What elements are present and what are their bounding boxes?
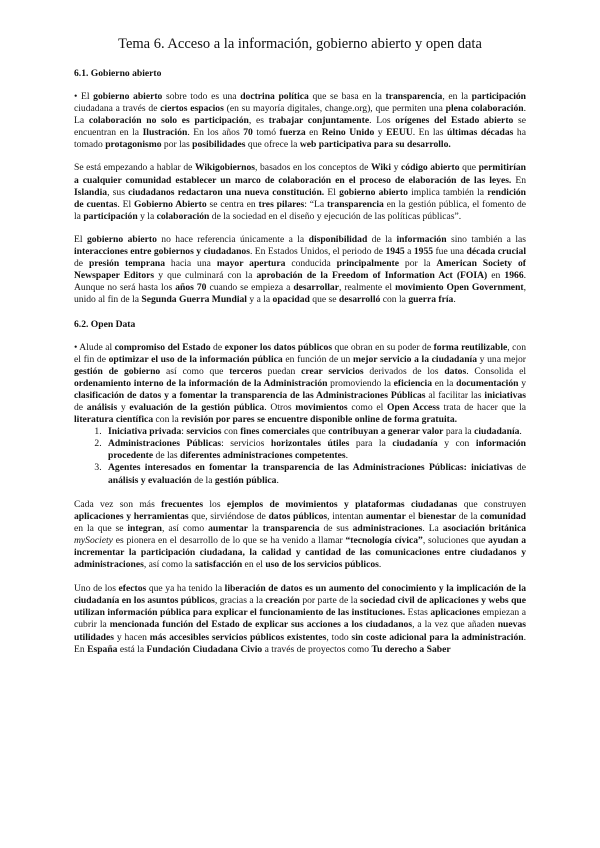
text-run: . La	[74, 103, 526, 127]
bold-text: trabajar conjuntamente	[268, 115, 370, 127]
text-run: y hacen	[114, 631, 150, 643]
text-run: .	[276, 474, 279, 486]
text-run: sobre todo es una	[162, 91, 241, 102]
bold-text: Ilustración	[142, 127, 188, 139]
bold-text: mejor servicio a la ciudadanía	[353, 353, 477, 365]
bold-text: código abierto	[401, 162, 460, 174]
text-run: . En las	[412, 127, 447, 139]
bold-text: doctrina política	[240, 91, 309, 102]
text-run: cuando se empieza a	[206, 282, 294, 294]
bold-text: satisfacción	[194, 559, 243, 571]
bold-text: posibilidades	[192, 139, 246, 151]
bold-text: Tu derecho a Saber	[371, 643, 451, 655]
bold-text: clasificación de datos y a fomentar la transparencia de las Administraciones Públicas	[74, 389, 426, 401]
text-run: de la	[191, 474, 215, 486]
text-run: que ya ha tenido la	[146, 583, 225, 595]
bold-text: ayudan a incrementar la participación ciudadana, la calidad y cantidad de las comunicaciones entre ciudadanos y administraciones	[74, 534, 527, 571]
text-run: que ofrece la	[245, 139, 300, 151]
bold-text: diferentes administraciones competentes	[180, 450, 346, 462]
text-run: que se	[309, 294, 339, 306]
text-run: de	[74, 401, 87, 413]
bold-text: comunidad	[480, 510, 526, 522]
bold-text: web participativa para su desarrollo.	[299, 139, 451, 151]
text-run: y que culminará con la	[154, 270, 257, 282]
text-run: de	[74, 258, 89, 270]
text-run: . La	[422, 522, 443, 534]
bold-text: fines comerciales	[240, 426, 310, 438]
text-run: . En los años	[187, 127, 244, 139]
bold-text: información procedente	[108, 438, 526, 462]
bold-text: creación	[265, 595, 300, 607]
bold-text: protagonismo	[105, 139, 162, 151]
bold-text: eficiencia	[393, 377, 433, 389]
bold-text: ejemplos de movimientos y plataformas ciudadanas	[226, 498, 458, 510]
text-run: y una mejor	[477, 353, 527, 365]
text-run: en la gestión pública, el fomento de la	[74, 198, 527, 222]
bold-text: gobierno abierto	[86, 233, 157, 245]
text-run: . Otros	[264, 401, 296, 413]
list-item	[104, 462, 526, 486]
bold-text: EEUU	[386, 127, 413, 139]
text-run: . Aunque no será hasta los	[74, 270, 527, 294]
bold-text: Wikigobiernos	[194, 162, 256, 174]
bold-text: década crucial	[466, 246, 526, 258]
bold-text: terceros	[229, 365, 262, 377]
bold-text: mayor apertura	[216, 258, 286, 270]
bold-text: bienestar	[418, 510, 457, 522]
text-run: Estas	[405, 607, 431, 619]
text-run: • Alude al	[74, 341, 115, 353]
text-run: Uno de los	[74, 583, 119, 595]
text-run: En	[511, 174, 526, 186]
bold-text: presión temprana	[88, 258, 166, 270]
bold-text: exponer los datos públicos	[224, 341, 333, 353]
text-run: trata de hacer que la	[439, 401, 526, 413]
bold-text: Gobierno Abierto	[133, 198, 207, 210]
text-run: con la	[153, 414, 182, 426]
bold-text: orígenes del Estado abierto	[395, 115, 514, 127]
text-run: por parte de la	[299, 595, 361, 607]
text-run: .	[345, 450, 349, 462]
text-run: que construyen	[457, 498, 526, 510]
text-run: para la	[443, 426, 475, 438]
text-run: . En	[74, 631, 526, 655]
bold-text: rendición de cuentas	[74, 186, 527, 210]
bold-text: liberación de datos es un aumento del conocimiento y la implicación de la ciudadanía en los asuntos públicos	[74, 583, 526, 607]
text-run: por las	[161, 139, 193, 151]
bold-text: Administraciones Públicas	[108, 438, 222, 450]
bold-text: movimientos	[295, 401, 348, 413]
bold-text: integran	[127, 522, 163, 534]
text-run: puedan	[261, 365, 302, 377]
bold-text: forma reutilizable	[433, 341, 508, 353]
bold-text: 1966	[504, 270, 524, 282]
bold-text: tres pilares	[258, 198, 305, 210]
text-run: la	[248, 522, 263, 534]
bold-text: opacidad	[272, 294, 310, 306]
bold-text: Iniciativa privada	[108, 426, 182, 438]
bold-text: iniciativas	[471, 462, 513, 474]
bold-text: últimas décadas	[447, 127, 514, 139]
bold-text: aumentar	[365, 510, 406, 522]
bold-text: sin coste adicional para la administración	[351, 631, 524, 643]
text-run: se centra en	[206, 198, 259, 210]
bold-text: ciudadanos redactaron una nueva constitución.	[128, 186, 325, 198]
text-run: . Consolida el	[466, 365, 526, 377]
bold-text: sociedad civil de aplicaciones y webs que utilizan información pública para explicar el funcionamiento de las instituciones.	[74, 595, 527, 619]
text-run: de	[512, 462, 526, 474]
bold-text: transparencia	[385, 91, 443, 102]
bold-text: 1955	[413, 246, 434, 258]
text-run: así como que	[160, 365, 230, 377]
numbered-list	[74, 426, 526, 486]
bold-text: iniciativas	[484, 389, 526, 401]
bold-text: Reino Unido	[321, 127, 375, 139]
text-run: de la	[456, 510, 481, 522]
text-run: : servicios	[221, 438, 271, 450]
text-run: : “La	[304, 198, 327, 210]
text-run: , soluciones que	[422, 534, 489, 546]
text-run: empiezan a cubrir la	[74, 607, 526, 631]
bold-text: España	[87, 643, 118, 655]
text-run: en la	[432, 377, 457, 389]
text-run: , así como	[162, 522, 209, 534]
bold-text: interacciones entre gobiernos y ciudadanos	[74, 246, 250, 258]
text-run: .	[519, 426, 522, 438]
text-run: Se está empezando a hablar de	[74, 162, 195, 174]
text-run: que obran en su poder de	[332, 341, 434, 353]
text-run: , gracias a la	[214, 595, 266, 607]
text-run: conducida	[285, 258, 337, 270]
bold-text: horizontales útiles	[270, 438, 350, 450]
bold-text: Wiki	[370, 162, 392, 174]
bold-text: documentación	[456, 377, 519, 389]
bold-text: guerra fría	[408, 294, 454, 306]
bold-text: “tecnología cívica”	[345, 534, 423, 546]
text-run: implica también la	[407, 186, 488, 198]
text-run: y con	[437, 438, 476, 450]
text-run: en	[305, 127, 322, 139]
text-run: los	[203, 498, 227, 510]
bold-text: participación	[471, 91, 527, 102]
text-run: sino también a las	[446, 233, 526, 245]
text-run: el	[405, 510, 419, 522]
bold-text: asociación británica	[442, 522, 526, 534]
bold-text: uso de los servicios públicos	[265, 559, 379, 571]
bold-text: ordenamiento interno de la información de la Administración	[74, 377, 328, 389]
text-run: ha tomado	[74, 127, 526, 151]
bold-text: Islandia	[74, 186, 108, 198]
text-run: , realmente el	[338, 282, 396, 294]
bold-text: gestión de gobierno	[74, 365, 161, 377]
section-heading-open-data: 6.2. Open Data	[74, 318, 136, 330]
bold-text: nuevas utilidades	[74, 619, 526, 643]
bold-text: Agentes interesados en fomentar la transparencia de las Administraciones Públicas:	[108, 462, 467, 474]
section-heading-gobierno-abierto: 6.1. Gobierno abierto	[74, 68, 162, 79]
bold-text: ciertos espacios	[160, 103, 224, 115]
text-run: y	[117, 401, 130, 413]
paragraph	[74, 583, 526, 656]
bold-text: más accesibles servicios públicos existentes	[149, 631, 327, 643]
text-run: . Los	[369, 115, 396, 127]
bold-text: información	[396, 233, 447, 245]
bold-text: optimizar el uso de la información pública	[108, 353, 283, 365]
bold-text: gestión pública	[214, 474, 277, 486]
text-run: Cada vez son más	[74, 498, 162, 510]
bold-text: análisis y evaluación	[108, 474, 192, 486]
text-run: . En Estados Unidos, el periodo de	[249, 246, 386, 258]
bold-text: movimiento Open Government	[395, 282, 524, 294]
paragraph	[74, 91, 526, 151]
bold-text: gobierno abierto	[339, 186, 408, 198]
text-run: y	[391, 162, 402, 174]
bold-text: aplicaciones y herramientas	[74, 510, 189, 522]
page-title: Tema 6. Acceso a la información, gobierno abierto y open data	[118, 36, 482, 52]
text-run: , así como la	[143, 559, 195, 571]
bold-text: servicios	[186, 426, 222, 438]
bold-text: aprobación de la Freedom of Information Act (FOIA)	[256, 270, 488, 282]
text-run: en el	[242, 559, 266, 571]
text-run: que, sirviéndose de	[188, 510, 269, 522]
text-run: tomó	[252, 127, 280, 139]
text-run: , es	[248, 115, 269, 127]
text-run: El	[324, 186, 340, 198]
text-run: • El	[74, 91, 94, 102]
text-run: de sus	[319, 522, 353, 534]
text-run: que	[309, 426, 329, 438]
text-run: promoviendo la	[327, 377, 394, 389]
bold-text: literatura científica	[74, 414, 154, 426]
bold-text: plena colaboración	[445, 103, 524, 115]
text-run: en función de un	[282, 353, 354, 365]
paragraph	[74, 342, 526, 427]
text-run: de la sociedad en el diseño y ejecución de las políticas públicas”.	[209, 210, 462, 222]
text-run: con la	[380, 294, 409, 306]
bold-text: crear servicios	[301, 365, 364, 377]
text-run: El	[74, 233, 87, 245]
text-run: , intentan	[327, 510, 366, 522]
text-run: de la	[367, 233, 397, 245]
text-run: a	[404, 246, 414, 258]
text-run: (en su mayoría digitales, change.org), que permiten una	[223, 103, 446, 115]
bold-text: aplicaciones	[430, 607, 480, 619]
text-run: derivados de los	[363, 365, 445, 377]
bold-text: análisis	[86, 401, 118, 413]
text-run: con	[221, 426, 241, 438]
text-run: fue una	[433, 246, 467, 258]
list-item	[104, 438, 526, 462]
text-run: , unido al fin de la	[74, 282, 527, 306]
bold-text: años 70	[175, 282, 207, 294]
text-run: no hace referencia únicamente a la	[156, 233, 309, 245]
text-run: , basados en los conceptos de	[255, 162, 371, 174]
list-item	[104, 426, 526, 438]
text-run: , con el fin de	[74, 341, 527, 365]
bold-text: contribuyan a generar valor	[328, 426, 444, 438]
text-run: de las	[153, 450, 181, 462]
text-run: .	[453, 294, 456, 306]
text-run: y	[518, 377, 526, 389]
bold-text: evaluación de la gestión pública	[129, 401, 265, 413]
bold-text: revisión por pares se encuentre disponible online de forma gratuita.	[181, 414, 458, 426]
text-run: .	[378, 559, 382, 571]
bold-text: permitirían a cualquier comunidad establecer un marco de colaboración en el proceso de elaboración de las leyes.	[74, 162, 527, 186]
bold-text: principalmente	[336, 258, 399, 270]
bold-text: administraciones	[352, 522, 423, 534]
bold-text: aumentar	[208, 522, 249, 534]
bold-text: datos públicos	[268, 510, 328, 522]
bold-text: mencionada función del Estado de explicar sus acciones a los ciudadanos	[109, 619, 413, 631]
italic-text: mySociety	[74, 534, 113, 546]
text-run: al facilitar las	[425, 389, 485, 401]
bold-text: compromiso del Estado	[114, 341, 211, 353]
text-run: que se basa en la	[308, 91, 386, 102]
bold-text: frecuentes	[161, 498, 204, 510]
bold-text: transparencia	[326, 198, 384, 210]
text-run: de	[210, 341, 225, 353]
text-run: está la	[117, 643, 147, 655]
text-run: hacia una	[165, 258, 217, 270]
text-run: :	[181, 426, 187, 438]
bold-text: efectos	[118, 583, 147, 595]
text-run: que	[459, 162, 479, 174]
bold-text: 70	[243, 127, 253, 139]
text-run: y a la	[246, 294, 273, 306]
bold-text: disponibilidad	[308, 233, 368, 245]
text-run: como el	[347, 401, 388, 413]
document-page	[74, 0, 526, 656]
paragraph	[74, 499, 526, 572]
text-run: a través de proyectos como	[262, 643, 372, 655]
bold-text: transparencia	[262, 522, 320, 534]
text-run: se encuentran en la	[74, 115, 527, 139]
bold-text: participación	[83, 210, 138, 222]
bold-text: ciudadanía	[392, 438, 438, 450]
text-run: y	[374, 127, 387, 139]
bold-text: colaboración no solo es participación	[88, 115, 249, 127]
paragraph	[74, 162, 526, 222]
bold-text: Fundación Ciudadana Civio	[146, 643, 263, 655]
text-run: en la que se	[74, 522, 128, 534]
text-run: , en la	[442, 91, 472, 102]
bold-text: datos	[444, 365, 467, 377]
text-run: , sus	[107, 186, 129, 198]
text-run: en	[487, 270, 505, 282]
bold-text: ciudadanía	[474, 426, 520, 438]
text-run: ciudadana a través de	[74, 103, 161, 115]
paragraph	[74, 234, 526, 307]
text-run: es pionera en el desarrollo de lo que se ha venido a llamar	[112, 534, 346, 546]
bold-text: desarrolló	[338, 294, 381, 306]
text-run: para la	[349, 438, 393, 450]
bold-text: gobierno abierto	[93, 91, 163, 102]
text-run: por la	[399, 258, 437, 270]
text-run: y la	[137, 210, 157, 222]
bold-text: Open Access	[387, 401, 440, 413]
bold-text: 1945	[385, 246, 405, 258]
bold-text: desarrollar	[293, 282, 339, 294]
bold-text: American Society of Newspaper Editors	[74, 258, 526, 282]
text-run: , a la vez que añaden	[412, 619, 498, 631]
bold-text: Segunda Guerra Mundial	[141, 294, 247, 306]
bold-text: colaboración	[156, 210, 210, 222]
text-run: . El	[117, 198, 134, 210]
bold-text: fuerza	[279, 127, 306, 139]
text-run: , todo	[326, 631, 352, 643]
